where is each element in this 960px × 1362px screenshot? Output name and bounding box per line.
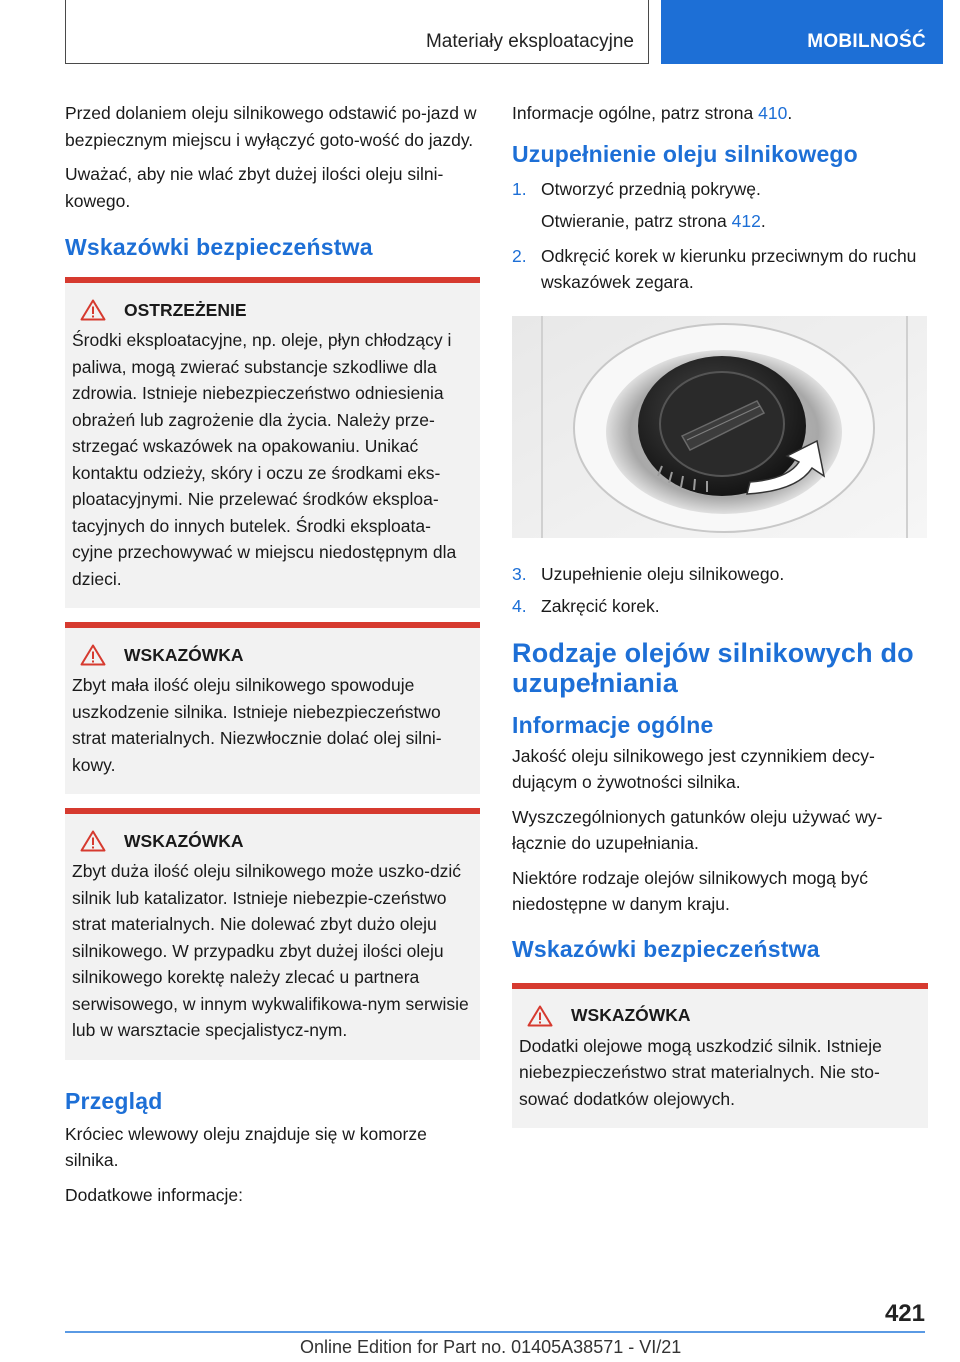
list-item (512, 243, 928, 296)
heading-overview: Przegląd (65, 1087, 163, 1114)
notice-box-title: WSKAZÓWKA (571, 1005, 691, 1025)
oil-filler-cap-photo (512, 316, 927, 538)
notice-box-additives (512, 983, 928, 1129)
paragraph-no-overfill: Uważać, aby nie wlać zbyt dużej ilości oleju silni-kowego. (65, 164, 444, 211)
footer-edition: Online Edition for Part no. 01405A38571 - VI/21 (300, 1337, 682, 1357)
notice-box-low-oil (65, 622, 480, 794)
paragraph-park-vehicle: Przed dolaniem oleju silnikowego odstawić po-jazd w bezpiecznym miejscu i wyłączyć goto-wość do jazdy. (65, 103, 477, 150)
step-text: Odkręcić korek w kierunku przeciwnym do ruchu wskazówek zegara. (541, 245, 917, 292)
footer-divider (65, 1331, 925, 1333)
page-link-412[interactable]: 412 (731, 211, 761, 231)
warning-triangle-icon (80, 644, 106, 666)
step-number: 3. (512, 563, 527, 584)
notice-box-title: WSKAZÓWKA (124, 830, 244, 851)
warning-box-title: OSTRZEŻENIE (124, 299, 247, 320)
right-column (512, 100, 928, 1128)
step-text: Otworzyć przednią pokrywę. (541, 178, 761, 199)
warning-triangle-icon (527, 1005, 553, 1027)
warning-box (65, 277, 480, 608)
page-number: 421 (884, 1300, 925, 1327)
steps-list (512, 176, 928, 203)
paragraph-availability: Niektóre rodzaje olejów silnikowych mogą być niedostępne w danym kraju. (512, 867, 868, 914)
step-number: 1. (512, 178, 527, 199)
header-section-label: Materiały eksploatacyjne (425, 31, 634, 52)
warning-box-text: Środki eksploatacyjne, np. oleje, płyn chłodzący i paliwa, mogą zwierać substancje szkodliwe dla zdrowia. Istnieje niebezpieczeństwo odniesienia obrażeń lub zagrożenie dla życia. Należy prze-strzegać wskazówek na opakowaniu. Unikać kontaktu odzieży, skóry i oczu ze środkami eks-ploatacyjnymi. Nie przelewać środków eksploa-tacyjnych do innych butelek. Środki eksploata-cyjne przechowywać w miejscu niedostępnym dla dzieci. (72, 330, 457, 589)
heading-safety-notes-2: Wskazówki bezpieczeństwa (512, 935, 820, 962)
notice-box-overfill (65, 808, 480, 1060)
warning-triangle-icon (80, 830, 106, 852)
notice-box-text: Zbyt duża ilość oleju silnikowego może uszko-dzić silnik lub katalizator. Istnieje niebezpie-czeństwo strat materialnych. Nie dolewać zbyt dużo oleju silnikowego. W przypadku zbyt dużej ilości oleju silnikowego korektę należy zlecać u partnera serwisowego, w innym wykwalifikowa-nym serwisie lub w warsztacie specjalistycz-nym. (72, 861, 469, 1040)
step-number: 2. (512, 245, 527, 266)
list-item (512, 593, 928, 620)
list-item (512, 176, 928, 203)
paragraph-filler-location: Króciec wlewowy oleju znajduje się w komorze silnika. (65, 1123, 427, 1170)
heading-oil-top-up: Uzupełnienie oleju silnikowego (512, 140, 858, 167)
heading-safety-notes: Wskazówki bezpieczeństwa (65, 234, 373, 260)
notice-box-text: Dodatki olejowe mogą uszkodzić silnik. Istnieje niebezpieczeństwo strat materialnych. Nie sto-sować dodatków olejowych. (519, 1035, 882, 1109)
page-link-410[interactable]: 410 (758, 103, 788, 123)
heading-oil-types: Rodzaje olejów silnikowych do uzupełniania (512, 637, 914, 698)
header-chapter-label: MOBILNOŚĆ (807, 31, 926, 52)
list-item (512, 561, 928, 588)
step-number: 4. (512, 596, 527, 616)
header-section-tab (65, 0, 649, 64)
step-text: Uzupełnienie oleju silnikowego. (541, 563, 785, 584)
paragraph-general-info-ref: Informacje ogólne, patrz strona 410. (512, 103, 793, 123)
header-chapter-tab[interactable] (661, 0, 943, 64)
left-column (65, 100, 480, 1216)
notice-box-title: WSKAZÓWKA (124, 644, 244, 665)
heading-general-info: Informacje ogólne (512, 711, 714, 738)
paragraph-listed-grades: Wyszczególnionych gatunków oleju używać wy-łącznie do uzupełniania. (512, 806, 883, 853)
warning-triangle-icon (80, 299, 106, 321)
paragraph-oil-quality: Jakość oleju silnikowego jest czynnikiem decy-dującym o żywotności silnika. (512, 745, 875, 792)
step-text: Zakręcić korek. (541, 596, 660, 616)
step1-sub-ref: Otwieranie, patrz strona 412. (541, 211, 766, 231)
notice-box-text: Zbyt mała ilość oleju silnikowego spowoduje uszkodzenie silnika. Istnieje niebezpieczeństwo strat materialnych. Niezwłocznie dolać olej silni-kowy. (72, 675, 442, 775)
paragraph-additional-info: Dodatkowe informacje: (65, 1184, 243, 1205)
